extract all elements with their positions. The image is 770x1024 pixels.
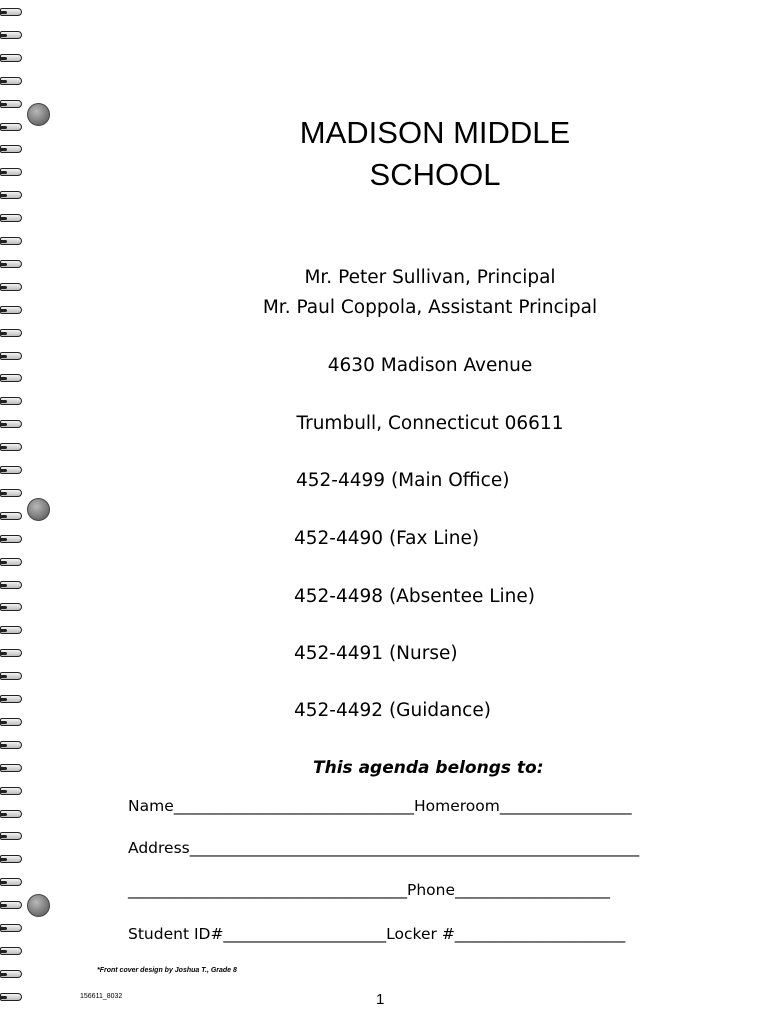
spiral-ring (0, 29, 26, 41)
spiral-ring (0, 968, 26, 980)
name-homeroom-field: Name_______________________________Homeroom_________________ (128, 797, 632, 815)
title-line-1: MADISON MIDDLE (299, 115, 571, 150)
spiral-ring (0, 647, 26, 659)
phone-absentee: 452-4498 (Absentee Line) (294, 586, 535, 607)
spiral-ring (0, 258, 26, 270)
spiral-ring (0, 212, 26, 224)
spiral-ring (0, 464, 26, 476)
spiral-ring (0, 166, 26, 178)
spiral-ring (0, 945, 26, 957)
punch-hole (27, 498, 50, 521)
spiral-binding (0, 0, 30, 1024)
spiral-ring (0, 327, 26, 339)
punch-hole (27, 103, 50, 126)
spiral-ring (0, 487, 26, 499)
spiral-ring (0, 304, 26, 316)
spiral-ring (0, 143, 26, 155)
student-id-locker-field: Student ID#_____________________Locker #______________________ (128, 925, 626, 943)
spiral-ring (0, 441, 26, 453)
spiral-ring (0, 716, 26, 728)
spiral-ring (0, 899, 26, 911)
page-number: 1 (376, 991, 385, 1008)
spiral-ring (0, 281, 26, 293)
spiral-ring (0, 418, 26, 430)
spiral-ring (0, 533, 26, 545)
punch-hole (27, 894, 50, 917)
address-field: Address__________________________________________________________ (128, 839, 640, 857)
spiral-ring (0, 739, 26, 751)
title-line-2: SCHOOL (369, 157, 501, 192)
spiral-ring (0, 922, 26, 934)
phone-guidance: 452-4492 (Guidance) (294, 700, 491, 721)
spiral-ring (0, 785, 26, 797)
spiral-ring (0, 876, 26, 888)
spiral-ring (0, 830, 26, 842)
city-state-zip: Trumbull, Connecticut 06611 (296, 413, 564, 434)
assistant-principal-line: Mr. Paul Coppola, Assistant Principal (262, 297, 598, 318)
spiral-ring (0, 510, 26, 522)
spiral-ring (0, 991, 26, 1003)
spiral-ring (0, 624, 26, 636)
spiral-ring (0, 121, 26, 133)
spiral-ring (0, 556, 26, 568)
spiral-ring (0, 762, 26, 774)
principal-line: Mr. Peter Sullivan, Principal (304, 267, 556, 288)
document-code: 156611_8032 (80, 993, 123, 1000)
spiral-ring (0, 808, 26, 820)
street-address: 4630 Madison Avenue (327, 355, 533, 376)
phone-main-office: 452-4499 (Main Office) (296, 470, 510, 491)
spiral-ring (0, 350, 26, 362)
spiral-ring (0, 670, 26, 682)
spiral-ring (0, 579, 26, 591)
spiral-ring (0, 6, 26, 18)
phone-fax: 452-4490 (Fax Line) (294, 528, 480, 549)
spiral-ring (0, 98, 26, 110)
spiral-ring (0, 52, 26, 64)
cover-credit: *Front cover design by Joshua T., Grade 8 (97, 967, 237, 974)
spiral-ring (0, 372, 26, 384)
spiral-ring (0, 189, 26, 201)
spiral-ring (0, 693, 26, 705)
spiral-ring (0, 601, 26, 613)
belongs-to-heading: This agenda belongs to: (313, 758, 544, 778)
phone-nurse: 452-4491 (Nurse) (294, 643, 458, 664)
school-title (240, 112, 630, 196)
spiral-ring (0, 235, 26, 247)
spiral-ring (0, 853, 26, 865)
spiral-ring (0, 75, 26, 87)
spiral-ring (0, 395, 26, 407)
phone-field: ____________________________________Phone____________________ (128, 881, 611, 899)
